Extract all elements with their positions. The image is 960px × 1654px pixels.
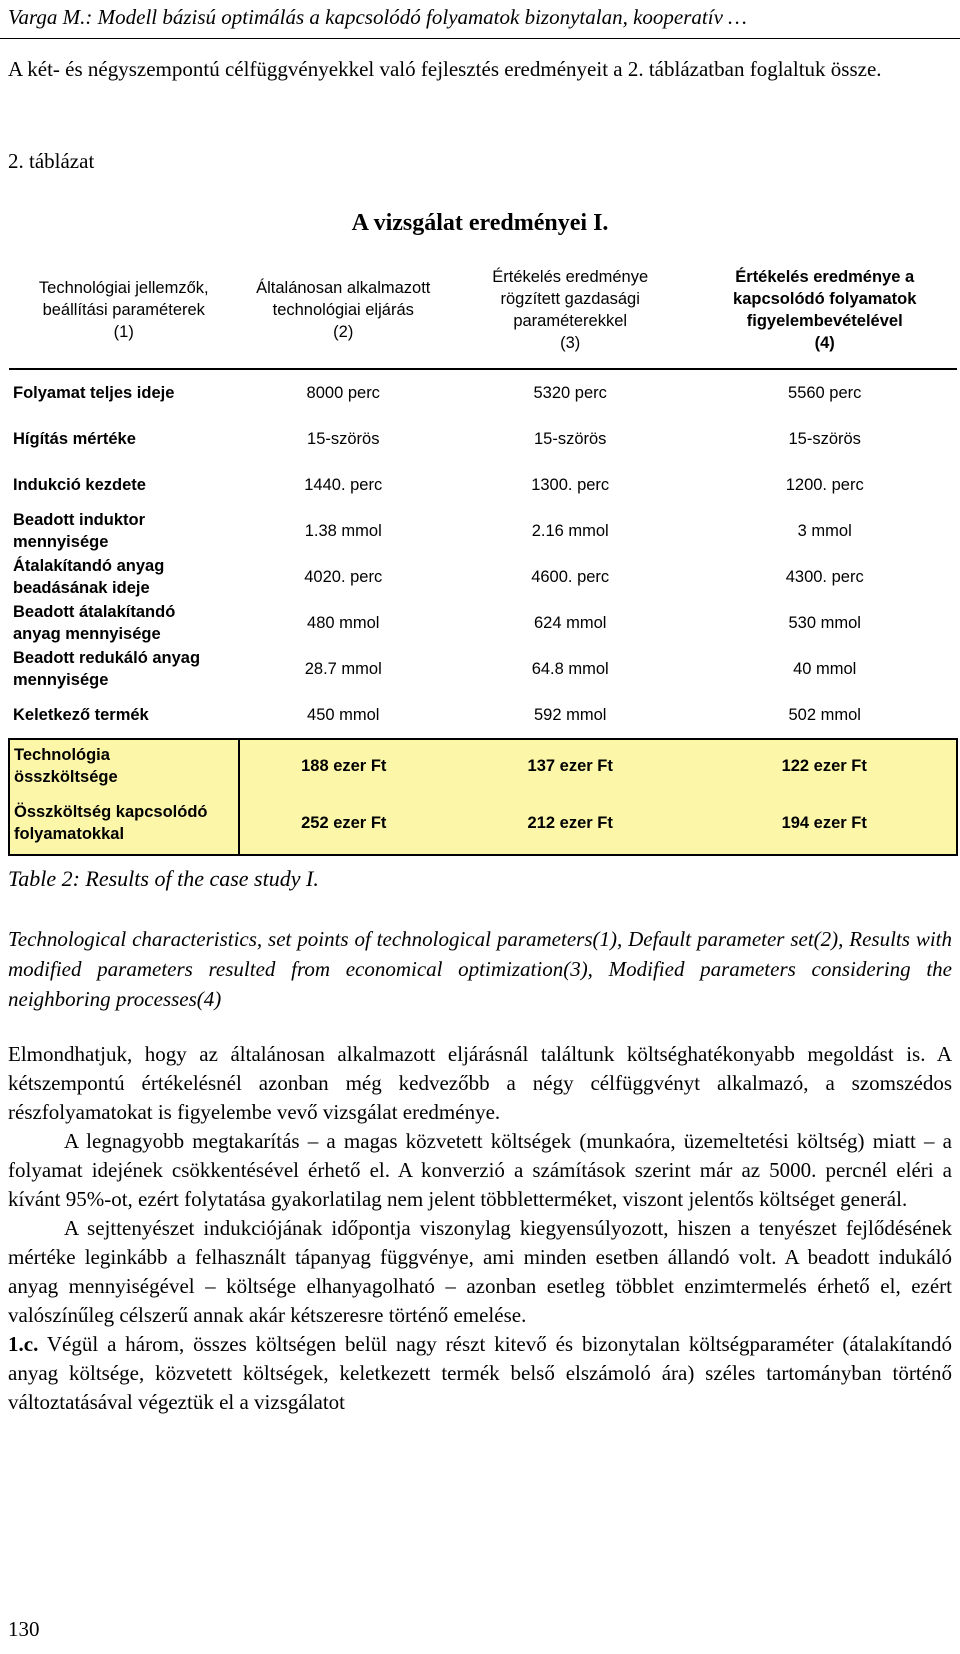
table-row bbox=[9, 416, 957, 462]
cell-default: 1440. perc bbox=[304, 475, 383, 494]
cell-default: 8000 perc bbox=[306, 383, 380, 402]
table-row bbox=[9, 646, 957, 692]
row-label: Beadott átalakítandó anyag mennyisége bbox=[13, 603, 176, 643]
cost-row-label: Technológia összköltsége bbox=[9, 739, 239, 792]
cell-economical: 5320 perc bbox=[533, 383, 607, 402]
results-table-wrap bbox=[8, 246, 958, 856]
cell-default: 28.7 mmol bbox=[304, 659, 382, 678]
table-row bbox=[9, 692, 957, 739]
cell-economical: 1300. perc bbox=[531, 475, 610, 494]
cell-neighboring: 530 mmol bbox=[788, 613, 861, 632]
body-text bbox=[8, 1040, 952, 1417]
row-label: Indukció kezdete bbox=[13, 476, 146, 494]
cost-cell-neighboring: 122 ezer Ft bbox=[692, 739, 957, 792]
row-label: Folyamat teljes ideje bbox=[13, 384, 175, 402]
row-label: Beadott induktor mennyisége bbox=[13, 511, 145, 551]
section-paragraph bbox=[8, 1330, 952, 1417]
header-col-2: Általánosan alkalmazott technológiai eljárás (2) bbox=[256, 279, 431, 341]
paragraph: Elmondhatjuk, hogy az általánosan alkalmazott eljárásnál találtunk költséghatékonyabb megoldást is. A kétszempontú értékelésnél azonban még kedvezőbb a négy célfüggvényt alkalmazó, a szomszédos részfolyamatokat is figyelembe vevő vizsgálat eredménye. bbox=[8, 1042, 952, 1124]
cell-economical: 4600. perc bbox=[531, 567, 610, 586]
section-number: 1.c. bbox=[8, 1332, 39, 1356]
running-header: Varga M.: Modell bázisú optimálás a kapcsolódó folyamatok bizonytalan, kooperatív … bbox=[8, 5, 747, 29]
cell-default: 480 mmol bbox=[307, 613, 380, 632]
row-label: Átalakítandó anyag beadásának ideje bbox=[13, 557, 165, 597]
cell-neighboring: 40 mmol bbox=[793, 659, 857, 678]
table-row bbox=[9, 600, 957, 646]
table-row bbox=[9, 508, 957, 554]
english-description: Technological characteristics, set points of technological parameters(1), Default parameter set(2), Results with modified parameters resulted from economical optimization(3), Modified parameters considering the neighboring processes(4) bbox=[8, 927, 952, 1011]
cell-default: 15-szörös bbox=[307, 429, 380, 448]
row-label: Hígítás mértéke bbox=[13, 430, 136, 448]
header-col-3: Értékelés eredménye rögzített gazdasági paraméterekkel (3) bbox=[492, 268, 649, 352]
table-row bbox=[9, 369, 957, 416]
cost-cell-default: 252 ezer Ft bbox=[239, 792, 448, 855]
cell-economical: 624 mmol bbox=[533, 613, 607, 632]
header-col-1: Technológiai jellemzők, beállítási paraméterek (1) bbox=[38, 279, 209, 341]
cost-cell-economical: 212 ezer Ft bbox=[448, 792, 692, 855]
cost-row bbox=[9, 792, 957, 855]
paragraph: A legnagyobb megtakarítás – a magas közvetett költségek (munkaóra, üzemeltetési költség) miatt – a folyamat idejének csökkentésével érhető el. A konverzió a számítások szerint már az 5000. percnél eléri a kívánt 95%-ot, ezért folytatása gyakorlatilag nem jelent többletterméket, viszont jelentős költséget generál. bbox=[8, 1129, 952, 1211]
cell-default: 4020. perc bbox=[304, 567, 383, 586]
row-label: Keletkező termék bbox=[13, 706, 149, 724]
cell-neighboring: 4300. perc bbox=[785, 567, 864, 586]
cell-neighboring: 3 mmol bbox=[797, 521, 852, 540]
row-label: Beadott redukáló anyag mennyisége bbox=[13, 649, 201, 689]
intro-paragraph: A két- és négyszempontú célfüggvényekkel való fejlesztés eredményeit a 2. táblázatban foglaltuk össze. bbox=[8, 57, 882, 81]
cell-economical: 15-szörös bbox=[533, 429, 607, 448]
header-col-4: Értékelés eredménye a kapcsolódó folyamatok figyelembevételével (4) bbox=[733, 268, 917, 352]
table-row bbox=[9, 462, 957, 508]
table-header-row bbox=[9, 246, 957, 369]
paragraph: A sejttenyészet indukciójának időpontja viszonylag kiegyensúlyozott, hiszen a tenyészet fejlődésének mértéke leginkább a felhasznált tápanyag függvénye, ami minden esetben állandó volt. A beadott indukáló anyag mennyiségével – költsége elhanyagolható – azonban esetleg többlet enzimtermelés érhető el, ezért valószínűleg célszerű annak akár kétszeresre történő emelése. bbox=[8, 1216, 952, 1327]
cost-cell-default: 188 ezer Ft bbox=[239, 739, 448, 792]
table-caption: Table 2: Results of the case study I. bbox=[8, 866, 319, 891]
cell-economical: 2.16 mmol bbox=[531, 521, 609, 540]
cost-row bbox=[9, 739, 957, 792]
cell-default: 1.38 mmol bbox=[304, 521, 382, 540]
cost-row-label: Összköltség kapcsolódó folyamatokkal bbox=[9, 792, 239, 855]
cell-neighboring: 1200. perc bbox=[785, 475, 864, 494]
cell-economical: 592 mmol bbox=[533, 705, 607, 724]
cell-neighboring: 502 mmol bbox=[788, 705, 861, 724]
cost-cell-neighboring: 194 ezer Ft bbox=[692, 792, 957, 855]
section-text: Végül a három, összes költségen belül nagy részt kitevő és bizonytalan költségparaméter (átalakítandó anyag költsége, közvetett költségek, keletkezett termék belső elszámoló ára) széles tartományban történő változtatásával végeztük el a vizsgálatot bbox=[8, 1332, 952, 1414]
table-title: A vizsgálat eredményei I. bbox=[351, 210, 609, 236]
cost-cell-economical: 137 ezer Ft bbox=[448, 739, 692, 792]
header-rule bbox=[0, 38, 960, 39]
table-row bbox=[9, 554, 957, 600]
cell-default: 450 mmol bbox=[307, 705, 380, 724]
cell-neighboring: 5560 perc bbox=[788, 383, 862, 402]
cell-economical: 64.8 mmol bbox=[531, 659, 609, 678]
page-number: 130 bbox=[8, 1617, 40, 1641]
cell-neighboring: 15-szörös bbox=[788, 429, 861, 448]
table-label: 2. táblázat bbox=[8, 149, 95, 173]
results-table bbox=[8, 246, 958, 856]
